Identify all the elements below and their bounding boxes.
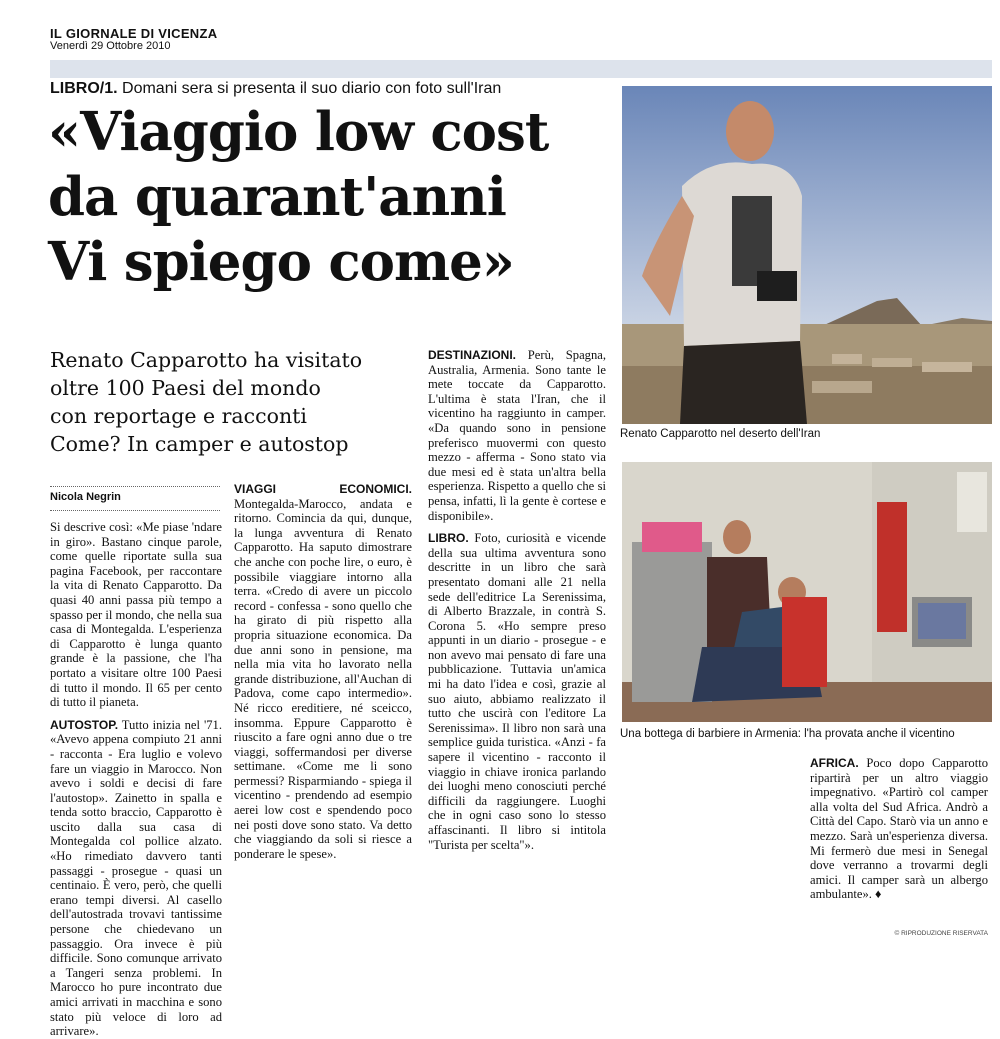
desert-photo [622,86,992,424]
article-kicker [50,80,501,98]
headline-line: «Viaggio low cost [48,101,549,163]
headline-line: da quarant'anni [48,166,506,228]
headline-line: Vi spiego come» [48,231,514,293]
destinazioni-paragraph [428,348,606,523]
subheadline [50,346,430,458]
subhead-line: Renato Capparotto ha visitato [50,348,363,372]
section-label: LIBRO/1. [50,80,118,97]
autostop-text: Tutto inizia nel '71. «Avevo appena compiuto 21 anni - racconta - Era luglio e volevo fare un viaggio in Marocco. Non avevo i soldi e decisi di fare l'autostop». Zainetto in spalla e tenda sotto braccio, Capparotto è uscito dalla sua casa di Montegalda col pollice alzato. «Ho rimediato davvero tanti passaggi - prosegue - quasi un centinaio. È vero, però, che quelli erano tempi diversi. Al casello dell'autostrada trovavi tantissime persone che chiedevano un passaggio. Ora invece è più difficile. Sono comunque arrivato a Tangeri senza problemi. In Marocco ho pure incontrato due amici arrivati in macchina e sono stato più veloce di loro ad arrivare». [50,717,222,1039]
copyright-notice: © RIPRODUZIONE RISERVATA [894,930,988,937]
subhead-line: oltre 100 Paesi del mondo [50,376,321,400]
kicker-text: Domani sera si presenta il suo diario con foto sull'Iran [122,80,502,97]
destinazioni-lead: DESTINAZIONI. [428,348,517,362]
libro-paragraph [428,531,606,852]
section-bar [50,60,992,78]
column-4 [810,756,988,926]
column-2 [234,482,412,932]
libro-lead: LIBRO. [428,531,469,546]
libro-text: Foto, curiosità e vicende della sua ultima avventura sono descritte in un libro che sarà presentato domani alle 21 nella sede dell'editrice La Serenissima, di Alberto Brazzale, in contrà S. Corona 5. «Ho sempre preso appunti in un diario - prosegue - e non avevo mai pensato di fare una pubblicazione. Tuttavia un'amica mi ha dato l'idea e così, grazie al suo aiuto, abbiamo realizzato il tutto che uscirà con l'editore La Serenissima». Il libro non sarà una semplice guida turistica. «Anzi - fa sapere il vicentino - racconto il viaggio in chiave ironica parlando dei luoghi meno conosciuti perché difficili da raggiungere. Luoghi che in ogni caso sono lo stesso affascinanti. Il libro si intitola "Turista per scelta"». [428,531,606,852]
africa-lead: AFRICA. [810,756,859,770]
subhead-line: Come? In camper e autostop [50,432,349,456]
byline-rule [50,510,220,511]
autostop-paragraph [50,718,222,1039]
africa-paragraph [810,756,988,902]
publication-date: Venerdì 29 Ottobre 2010 [50,40,171,52]
column-1 [50,520,222,1039]
byline: Nicola Negrin [50,486,220,503]
viaggi-paragraph [234,482,412,861]
column-3 [428,348,606,932]
barber-photo [622,462,992,722]
africa-text: Poco dopo Capparotto ripartirà per un altro viaggio impegnativo. «Partirò col camper alla volta del Sud Africa. Andrò a Città del Capo. Starò via un anno e mezzo. Sarà un'esperienza diversa. Mi fermerò due mesi in Senegal dove verranno a trovarmi degli amici. Il camper sarà un albergo ambulante». ♦ [810,756,988,902]
caption-armenia: Una bottega di barbiere in Armenia: l'ha provata anche il vicentino [620,728,955,740]
viaggi-text: Montegalda-Marocco, andata e ritorno. Comincia da qui, dunque, la lunga avventura di Renato Capparotto. Ha saputo dimostrare che anche con poche lire, o euro, è possibile viaggiare intorno alla terra. «Credo di avere un piccolo record - confessa - sono quello che ha girato di più rispetto alla propria situazione economica. Da due anni sono in pensione, ma nella mia vita ho lavorato nella grande distribuzione, all'Auchan di Padova, come capo intermedio». Né ricco ereditiere, né sceicco, insomma. Eppure Capparotto è riuscito a fare ogni anno due o tre viaggi, soffermandosi per diverse settimane. «Come me li sono permessi? Risparmiando - spiega il vicentino - prendendo ad esempio aerei low cost e spendendo poco nei posti dove sono stato. Va detto che viaggiando da soli si riesce a ponderare le spese». [234,496,412,861]
newspaper-name: IL GIORNALE DI VICENZA [50,26,218,41]
viaggi-lead: VIAGGI ECONOMICI. [234,482,412,496]
headline [48,100,618,295]
destinazioni-text: Perù, Spagna, Australia, Armenia. Sono tante le mete toccate da Capparotto. L'ultima è stata l'Iran, che il vicentino ha raggiunto in camper. «Da quando sono in pensione preferisco muovermi con questo mezzo - afferma - Sono stato via due mesi ed è stata un'altra bella esperienza. Rispetto a quello che si pensa, infatti, lì la gente è cortese e disponibile». [428,348,606,523]
autostop-lead: AUTOSTOP. [50,717,119,732]
intro-paragraph: Si descrive così: «Me piase 'ndare in giro». Bastano cinque parole, come quelle riportate sulla sua pagina Facebook, per raccontare la vita di Renato Capparotto. Da quasi 40 anni passa più tempo a spasso per il mondo, che nella sua casa di Montegalda. L'esperienza di Capparotto è lunga quanto grande è la passione, che l'ha portato a visitare oltre 100 Paesi di tutto il mondo. Il 65 per cento di tutto il pianeta. [50,520,222,710]
subhead-line: con reportage e racconti [50,404,307,428]
caption-iran: Renato Capparotto nel deserto dell'Iran [620,428,821,440]
